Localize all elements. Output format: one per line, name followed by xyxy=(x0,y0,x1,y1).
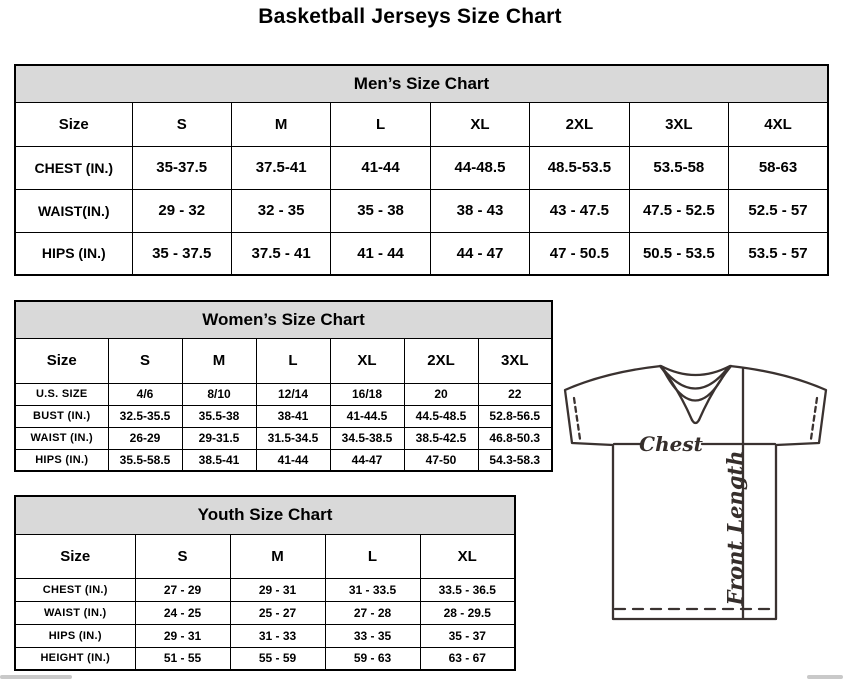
chest-label: Chest xyxy=(639,432,703,456)
womens-ussize-value: 8/10 xyxy=(182,383,256,405)
mens-hips-value: 47 - 50.5 xyxy=(530,232,629,275)
page-title: Basketball Jerseys Size Chart xyxy=(258,5,562,28)
mens-size-col: S xyxy=(132,102,231,146)
youth-chest-value: 29 - 31 xyxy=(230,578,325,601)
youth-size-chart xyxy=(14,495,516,671)
youth-hips-value: 35 - 37 xyxy=(420,624,515,647)
scrollbar-thumb-right[interactable] xyxy=(807,675,843,679)
youth-height-value: 51 - 55 xyxy=(135,647,230,670)
youth-height-value: 55 - 59 xyxy=(230,647,325,670)
mens-row-label: CHEST (IN.) xyxy=(15,146,132,189)
womens-hips-value: 35.5-58.5 xyxy=(108,449,182,471)
womens-row-label: BUST (IN.) xyxy=(15,405,108,427)
womens-bust-value: 41-44.5 xyxy=(330,405,404,427)
mens-waist-value: 32 - 35 xyxy=(231,189,330,232)
youth-chart-header: Youth Size Chart xyxy=(15,496,515,534)
womens-size-col: 2XL xyxy=(404,338,478,383)
womens-waist-value: 29-31.5 xyxy=(182,427,256,449)
mens-hips-value: 53.5 - 57 xyxy=(729,232,828,275)
mens-waist-value: 52.5 - 57 xyxy=(729,189,828,232)
womens-size-col: M xyxy=(182,338,256,383)
youth-size-col: S xyxy=(135,534,230,578)
womens-size-label: Size xyxy=(15,338,108,383)
youth-row-label: HEIGHT (IN.) xyxy=(15,647,135,670)
mens-size-col: 2XL xyxy=(530,102,629,146)
mens-size-col: 3XL xyxy=(629,102,728,146)
youth-hips-value: 31 - 33 xyxy=(230,624,325,647)
mens-waist-value: 47.5 - 52.5 xyxy=(629,189,728,232)
womens-size-col: 3XL xyxy=(478,338,552,383)
womens-bust-value: 52.8-56.5 xyxy=(478,405,552,427)
womens-row-label: HIPS (IN.) xyxy=(15,449,108,471)
womens-ussize-value: 4/6 xyxy=(108,383,182,405)
youth-size-col: XL xyxy=(420,534,515,578)
youth-row-label: HIPS (IN.) xyxy=(15,624,135,647)
youth-height-value: 63 - 67 xyxy=(420,647,515,670)
youth-waist-value: 24 - 25 xyxy=(135,601,230,624)
mens-chest-value: 44-48.5 xyxy=(430,146,529,189)
womens-size-chart xyxy=(14,300,553,472)
youth-waist-value: 27 - 28 xyxy=(325,601,420,624)
youth-size-col: L xyxy=(325,534,420,578)
mens-hips-value: 35 - 37.5 xyxy=(132,232,231,275)
mens-size-label: Size xyxy=(15,102,132,146)
womens-hips-value: 54.3-58.3 xyxy=(478,449,552,471)
youth-chest-value: 27 - 29 xyxy=(135,578,230,601)
youth-chest-value: 31 - 33.5 xyxy=(325,578,420,601)
womens-hips-value: 47-50 xyxy=(404,449,478,471)
mens-chest-value: 35-37.5 xyxy=(132,146,231,189)
womens-size-col: L xyxy=(256,338,330,383)
front-length-label: Front Length xyxy=(722,450,748,606)
mens-chest-value: 48.5-53.5 xyxy=(530,146,629,189)
youth-hips-value: 29 - 31 xyxy=(135,624,230,647)
womens-size-col: XL xyxy=(330,338,404,383)
mens-size-col: M xyxy=(231,102,330,146)
scrollbar-thumb-left[interactable] xyxy=(0,675,72,679)
mens-waist-value: 38 - 43 xyxy=(430,189,529,232)
youth-height-value: 59 - 63 xyxy=(325,647,420,670)
mens-row-label: WAIST(IN.) xyxy=(15,189,132,232)
mens-size-col: 4XL xyxy=(729,102,828,146)
womens-size-col: S xyxy=(108,338,182,383)
youth-waist-value: 28 - 29.5 xyxy=(420,601,515,624)
mens-waist-value: 35 - 38 xyxy=(331,189,430,232)
jersey-measurement-diagram xyxy=(556,356,832,628)
womens-bust-value: 32.5-35.5 xyxy=(108,405,182,427)
mens-waist-value: 43 - 47.5 xyxy=(530,189,629,232)
womens-row-label: U.S. SIZE xyxy=(15,383,108,405)
womens-hips-value: 38.5-41 xyxy=(182,449,256,471)
mens-chest-value: 58-63 xyxy=(729,146,828,189)
mens-size-col: XL xyxy=(430,102,529,146)
mens-hips-value: 44 - 47 xyxy=(430,232,529,275)
womens-waist-value: 34.5-38.5 xyxy=(330,427,404,449)
womens-bust-value: 35.5-38 xyxy=(182,405,256,427)
youth-row-label: CHEST (IN.) xyxy=(15,578,135,601)
womens-ussize-value: 12/14 xyxy=(256,383,330,405)
womens-waist-value: 31.5-34.5 xyxy=(256,427,330,449)
womens-bust-value: 44.5-48.5 xyxy=(404,405,478,427)
youth-size-col: M xyxy=(230,534,325,578)
mens-size-chart xyxy=(14,64,829,276)
womens-waist-value: 26-29 xyxy=(108,427,182,449)
youth-hips-value: 33 - 35 xyxy=(325,624,420,647)
mens-hips-value: 41 - 44 xyxy=(331,232,430,275)
womens-ussize-value: 16/18 xyxy=(330,383,404,405)
womens-bust-value: 38-41 xyxy=(256,405,330,427)
youth-waist-value: 25 - 27 xyxy=(230,601,325,624)
womens-waist-value: 38.5-42.5 xyxy=(404,427,478,449)
youth-size-label: Size xyxy=(15,534,135,578)
mens-hips-value: 50.5 - 53.5 xyxy=(629,232,728,275)
mens-chest-value: 53.5-58 xyxy=(629,146,728,189)
youth-chest-value: 33.5 - 36.5 xyxy=(420,578,515,601)
womens-waist-value: 46.8-50.3 xyxy=(478,427,552,449)
mens-waist-value: 29 - 32 xyxy=(132,189,231,232)
womens-row-label: WAIST (IN.) xyxy=(15,427,108,449)
womens-chart-header: Women’s Size Chart xyxy=(15,301,552,338)
mens-row-label: HIPS (IN.) xyxy=(15,232,132,275)
womens-hips-value: 41-44 xyxy=(256,449,330,471)
womens-ussize-value: 22 xyxy=(478,383,552,405)
youth-row-label: WAIST (IN.) xyxy=(15,601,135,624)
mens-chest-value: 41-44 xyxy=(331,146,430,189)
mens-size-col: L xyxy=(331,102,430,146)
jersey-outline xyxy=(565,366,826,619)
mens-chest-value: 37.5-41 xyxy=(231,146,330,189)
womens-ussize-value: 20 xyxy=(404,383,478,405)
mens-hips-value: 37.5 - 41 xyxy=(231,232,330,275)
womens-hips-value: 44-47 xyxy=(330,449,404,471)
mens-chart-header: Men’s Size Chart xyxy=(15,65,828,102)
